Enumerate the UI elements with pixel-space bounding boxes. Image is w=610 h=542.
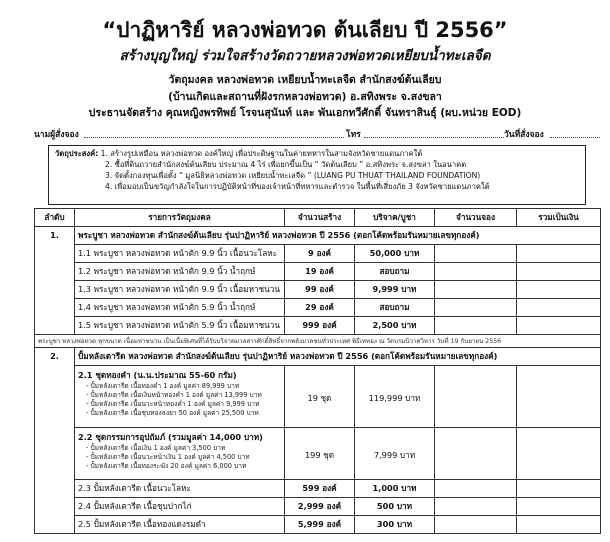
reserve-cell[interactable] [435, 299, 517, 317]
item-name [75, 428, 285, 480]
objective-item: 4. เพื่อมอบเป็นขวัญกำลังใจในการปฏิบัติหน้าที่ของเจ้าหน้าที่ทหารและตำรวจ ในพื้นที่เสี่ยงภัย 3 จังหวัดชายแดนภาคใต้ [105, 182, 490, 191]
item-name [75, 366, 285, 428]
reserve-cell[interactable] [435, 366, 517, 428]
item-price: 300 บาท [355, 516, 435, 534]
total-cell[interactable] [517, 480, 601, 498]
objectives-box [48, 145, 586, 205]
item-price: 500 บาท [355, 498, 435, 516]
objectives-heading: วัตถุประสงค์: [55, 149, 99, 158]
group-detail: - ปั้มหลังเตารีด เนื้อเงินหน้าทองคำ 1 องค์ มูลค่า 13,999 บาท [86, 391, 262, 399]
section-title: พระบูชา หลวงพ่อทวด สำนักสงฆ์ต้นเลียบ รุ่นปาฏิหาริย์ หลวงพ่อทวด ปี 2556 (ตอกโค้ดพร้อมรันหมายเลขทุกองค์) [75, 227, 601, 245]
order-table [34, 208, 601, 534]
item-qty: 599 องค์ [285, 480, 355, 498]
header-no: ลำดับ [35, 209, 75, 227]
group-detail: - ปั้มหลังเตารีด เนื้อนวะหน้าเงิน 1 องค์ มูลค่า 4,500 บาท [86, 453, 250, 461]
item-qty: 19 ชุด [285, 366, 355, 428]
total-cell[interactable] [517, 366, 601, 428]
reserve-cell[interactable] [435, 480, 517, 498]
item-price: 1,000 บาท [355, 480, 435, 498]
section-number: 2. [35, 348, 75, 534]
header-item: รายการวัตถุมงคล [75, 209, 285, 227]
section-title: ปั้มหลังเตารีด หลวงพ่อทวด สำนักสงฆ์ต้นเลียบ รุ่นปาฏิหาริย์ หลวงพ่อทวด ปี 2556 (ตอกโค้ดพร้อมรันหมายเลขทุกองค์) [75, 348, 601, 366]
item-name: 1.4 พระบูชา หลวงพ่อทวด หน้าตัก 5.9 นิ้ว น้ำฤกษ์ [75, 299, 285, 317]
item-qty: 9 องค์ [285, 245, 355, 263]
total-cell[interactable] [517, 263, 601, 281]
table-row [35, 428, 601, 480]
reserve-cell[interactable] [435, 245, 517, 263]
group-detail: - ปั้มหลังเตารีด เนื้อเงิน 1 องค์ มูลค่า 3,500 บาท [86, 444, 226, 452]
total-cell[interactable] [517, 299, 601, 317]
total-cell[interactable] [517, 317, 601, 335]
item-qty: 19 องค์ [285, 263, 355, 281]
item-name: 1.5 พระบูชา หลวงพ่อทวด หน้าตัก 5.9 นิ้ว เนื้อมหาชนวน [75, 317, 285, 335]
reserve-cell[interactable] [435, 281, 517, 299]
page-subtitle: สร้างบุญใหญ่ ร่วมใจสร้างวัดถวายหลวงพ่อทวดเหยียบน้ำทะเลจืด [119, 48, 491, 64]
item-qty: 2,999 องค์ [285, 498, 355, 516]
item-qty: 29 องค์ [285, 299, 355, 317]
name-label: นามผู้สั่งจอง [34, 130, 79, 140]
table-row [35, 366, 601, 428]
item-qty: 5,999 องค์ [285, 516, 355, 534]
group-title: 2.1 ชุดทองคำ (น.น.ประมาณ 55-60 กรัม) [78, 370, 237, 380]
total-cell[interactable] [517, 245, 601, 263]
objective-item: 2. ซื้อที่ดินถวายสำนักสงฆ์ต้นเลียบ ประมาณ 4 ไร่ เพื่อยกขึ้นเป็น “ วัดต้นเลียบ ” อ.สทิงพระ จ.สงขลา ในอนาคต [105, 160, 467, 169]
item-price: 2,500 บาท [355, 317, 435, 335]
table-row [35, 480, 601, 498]
item-price: 9,999 บาท [355, 281, 435, 299]
header-reserve: จำนวนจอง [435, 209, 517, 227]
item-price: สอบถาม [355, 263, 435, 281]
table-row [35, 317, 601, 335]
table-row [35, 299, 601, 317]
header-qty: จำนวนสร้าง [285, 209, 355, 227]
date-label: วันที่สั่งจอง [504, 130, 544, 140]
item-price: 7,999 บาท [355, 428, 435, 480]
item-qty: 999 องค์ [285, 317, 355, 335]
table-row [35, 516, 601, 534]
header-price: บริจาค/บูชา [355, 209, 435, 227]
item-price: สอบถาม [355, 299, 435, 317]
item-name: 1.3 พระบูชา หลวงพ่อทวด หน้าตัก 9.9 นิ้ว เนื้อมหาชนวน [75, 281, 285, 299]
header-line-3: ประธานจัดสร้าง คุณหญิงพรทิพย์ โรจนสุนันท์ และ พันเอกทวีศักดิ์ จันทราสินธุ์ (ผบ.หน่วย EOD) [88, 107, 522, 119]
table-header-row [35, 209, 601, 227]
reserve-cell[interactable] [435, 498, 517, 516]
item-name: 1.2 พระบูชา หลวงพ่อทวด หน้าตัก 9.9 นิ้ว น้ำฤกษ์ [75, 263, 285, 281]
name-field[interactable] [84, 137, 344, 138]
section-header-row [35, 227, 601, 245]
item-qty: 199 ชุด [285, 428, 355, 480]
date-field[interactable] [550, 137, 600, 138]
item-name: 2.4 ปั้มหลังเตารีด เนื้อชุบปากไก่ [75, 498, 285, 516]
item-qty: 99 องค์ [285, 281, 355, 299]
section-number: 1. [35, 227, 75, 335]
section-header-row [35, 348, 601, 366]
total-cell[interactable] [517, 281, 601, 299]
item-name: 1.1 พระบูชา หลวงพ่อทวด หน้าตัก 9.9 นิ้ว เนื้อนวะโลหะ [75, 245, 285, 263]
item-price: 119,999 บาท [355, 366, 435, 428]
objective-item: 1. สร้างรูปเหมือน หลวงพ่อทวด องค์ใหญ่ เพื่อประดิษฐานในค่ายทหารในสามจังหวัดชายแดนภาคใต้ [100, 149, 423, 158]
table-row [35, 281, 601, 299]
section-note: พระบูชา หลวงพ่อทวด ทุกขนาด เนื้อมหาชนวน เป็นเนื้อพิเศษที่ได้รับบริจาคมวลสารศักดิ์สิทธิ์จากพลังมวลชนทั่วประเทศ พิธีเททอง ณ วัดบรมนิวาศวิหาร วันที่ 19 กันยายน 2556 [35, 335, 601, 348]
page-title: “ปาฏิหาริย์ หลวงพ่อทวด ต้นเลียบ ปี 2556” [102, 18, 508, 42]
group-detail: - ปั้มหลังเตารีด เนื้อทองระฆัง 20 องค์ มูลค่า 6,000 บาท [86, 462, 247, 470]
table-row [35, 245, 601, 263]
objective-item: 3. จัดตั้งกองทุนเพื่อตั้ง “ มูลนิธิหลวงพ่อทวด เหยียบน้ำทะเลจืด ” (LUANG PU THUAT THAILAND FOUNDATION) [105, 171, 481, 180]
total-cell[interactable] [517, 428, 601, 480]
table-row [35, 498, 601, 516]
table-row [35, 263, 601, 281]
reserve-cell[interactable] [435, 317, 517, 335]
header-total: รวมเป็นเงิน [517, 209, 601, 227]
phone-field[interactable] [364, 137, 504, 138]
reserve-cell[interactable] [435, 263, 517, 281]
section-note-row [35, 335, 601, 348]
reserve-cell[interactable] [435, 516, 517, 534]
header-line-2: (บ้านเกิดและสถานที่ฝังรกหลวงพ่อทวด) อ.สทิงพระ จ.สงขลา [168, 91, 442, 103]
item-name: 2.3 ปั้มหลังเตารีด เนื้อนวะโลหะ [75, 480, 285, 498]
item-name: 2.5 ปั้มหลังเตารีด เนื้อทองแดงรมดำ [75, 516, 285, 534]
phone-label: โทร [346, 130, 361, 140]
total-cell[interactable] [517, 516, 601, 534]
item-price: 50,000 บาท [355, 245, 435, 263]
reserve-cell[interactable] [435, 428, 517, 480]
total-cell[interactable] [517, 498, 601, 516]
group-detail: - ปั้มหลังเตารีด เนื้อชุบทองลงยา 50 องค์ มูลค่า 25,500 บาท [86, 409, 259, 417]
group-title: 2.2 ชุดกรรมการอุปถัมภ์ (รวมมูลค่า 14,000 บาท) [78, 432, 263, 442]
header-line-1: วัตถุมงคล หลวงพ่อทวด เหยียบน้ำทะเลจืด สำนักสงฆ์ต้นเลียบ [168, 74, 442, 86]
group-detail: - ปั้มหลังเตารีด เนื้อทองคำ 1 องค์ มูลค่า 89,999 บาท [86, 382, 240, 390]
group-detail: - ปั้มหลังเตารีด เนื้อนวะหน้าทองคำ 1 องค์ มูลค่า 9,999 บาท [86, 400, 260, 408]
